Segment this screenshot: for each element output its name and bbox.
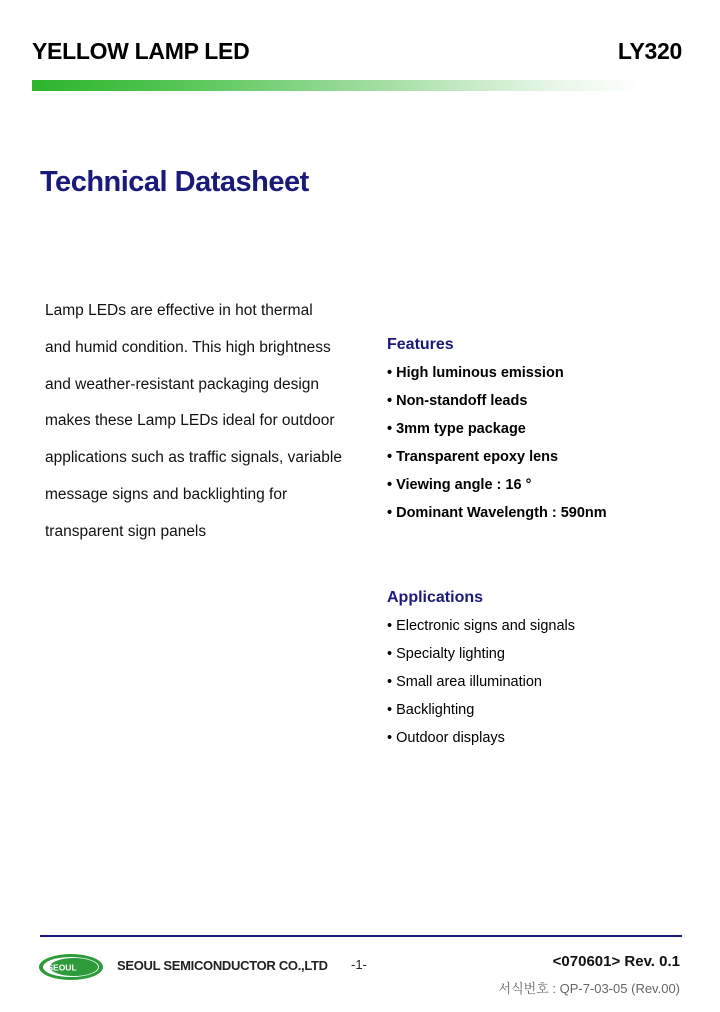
document-title: YELLOW LAMP LED <box>32 38 250 64</box>
feature-item: • 3mm type package <box>387 421 526 437</box>
intro-line: makes these Lamp LEDs ideal for outdoor <box>45 412 335 430</box>
feature-item: • Non-standoff leads <box>387 393 528 409</box>
applications-section <box>387 584 575 752</box>
application-item: • Small area illumination <box>387 674 542 690</box>
application-item: • Specialty lighting <box>387 646 505 662</box>
features-list <box>387 359 607 527</box>
company-name: SEOUL SEMICONDUCTOR CO.,LTD <box>117 958 328 973</box>
intro-line: and weather-resistant packaging design <box>45 375 320 393</box>
intro-line: and humid condition. This high brightness <box>45 338 331 356</box>
features-heading: Features <box>387 336 454 353</box>
main-heading: Technical Datasheet <box>40 166 309 198</box>
feature-item: • Viewing angle : 16 ° <box>387 477 532 493</box>
seoul-logo <box>38 953 104 981</box>
form-number: 서식번호 : QP-7-03-05 (Rev.00) <box>498 981 680 996</box>
intro-line: applications such as traffic signals, variable <box>45 449 342 467</box>
application-item: • Outdoor displays <box>387 730 505 746</box>
feature-item: • Transparent epoxy lens <box>387 449 559 465</box>
part-number: LY320 <box>617 38 682 64</box>
revision-label: <070601> Rev. 0.1 <box>552 953 680 970</box>
header-gradient-bar <box>32 80 642 91</box>
feature-item: • High luminous emission <box>387 365 564 381</box>
intro-line: Lamp LEDs are effective in hot thermal <box>45 302 313 319</box>
applications-heading: Applications <box>387 589 484 606</box>
applications-list <box>387 612 575 752</box>
application-item: • Electronic signs and signals <box>387 618 576 634</box>
application-item: • Backlighting <box>387 702 475 718</box>
intro-paragraph <box>45 293 375 551</box>
footer-divider <box>40 935 682 937</box>
logo-text: SEOUL <box>47 962 77 973</box>
intro-line: transparent sign panels <box>45 522 207 540</box>
features-section <box>387 331 607 527</box>
intro-line: message signs and backlighting for <box>45 485 288 503</box>
page-number: -1- <box>351 957 367 972</box>
feature-item: • Dominant Wavelength : 590nm <box>387 505 607 521</box>
